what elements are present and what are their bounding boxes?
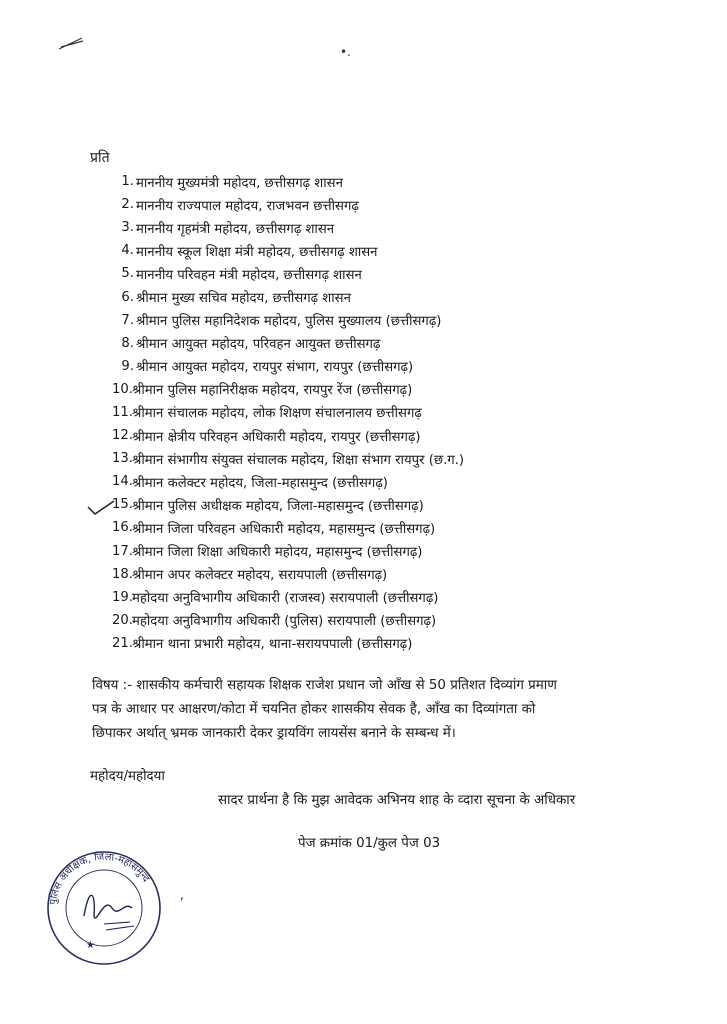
list-item (112, 563, 592, 586)
list-item-text: श्रीमान थाना प्रभारी महोदय, थाना-सरायपपाली (छत्तीसगढ़) (132, 637, 413, 653)
list-item-text: श्रीमान अपर कलेक्टर महोदय, सरायपाली (छत्तीसगढ़) (132, 568, 388, 584)
list-item-text: माननीय गृहमंत्री महोदय, छत्तीसगढ़ शासन (136, 221, 335, 237)
list-item (112, 401, 592, 424)
official-seal-stamp-icon (34, 846, 174, 966)
list-item-text: श्रीमान आयुक्त महोदय, रायपुर संभाग, रायपुर (छत्तीसगढ़) (136, 360, 414, 376)
list-item (112, 216, 592, 239)
list-item-number: 16. (112, 520, 133, 536)
list-item (112, 516, 592, 539)
addressee-heading: प्रति (90, 150, 110, 166)
list-item-text: श्रीमान जिला परिवहन अधिकारी महोदय, महासमुन्द (छत्तीसगढ़) (132, 521, 436, 537)
list-item-number: 6. (121, 289, 134, 305)
list-item-number: 1. (121, 174, 134, 190)
list-item (112, 309, 592, 332)
list-item-number: 2. (121, 197, 134, 213)
checkmark-icon (86, 495, 116, 517)
list-item-number: 18. (112, 566, 133, 582)
list-item-text: श्रीमान पुलिस महानिरीक्षक महोदय, रायपुर रेंज (छत्तीसगढ़) (132, 383, 413, 399)
list-item (112, 332, 592, 355)
list-item (112, 540, 592, 563)
svg-text:★: ★ (86, 940, 95, 951)
list-item-number: 17. (112, 543, 133, 559)
list-item (112, 424, 592, 447)
recipient-list (112, 170, 592, 655)
list-item-number: 9. (121, 358, 134, 374)
list-item (112, 609, 592, 632)
list-item (112, 262, 592, 285)
list-item-number: 19. (112, 589, 133, 605)
list-item-text: श्रीमान संभागीय संयुक्त संचालक महोदय, शिक्षा संभाग रायपुर (छ.ग.) (132, 452, 465, 468)
list-item (112, 170, 592, 193)
body-text: सादर प्रार्थना है कि मुझ आवेदक अभिनय शाह के व्दारा सूचना के अधिकार (218, 793, 576, 808)
subject-line: पत्र के आधार पर आक्षरण/कोटा में चयनित होकर शासकीय सेवक है, आँख का दिव्यांगता को (92, 702, 536, 717)
list-item-text: श्रीमान संचालक महोदय, लोक शिक्षण संचालनालय छत्तीसगढ़ (132, 406, 422, 422)
list-item-text: माननीय मुख्यमंत्री महोदय, छत्तीसगढ़ शासन (136, 175, 343, 191)
list-item (112, 378, 592, 401)
list-item (112, 239, 592, 262)
list-item (112, 447, 592, 470)
list-item-number: 7. (121, 312, 134, 328)
list-item-number: 8. (121, 335, 134, 351)
list-item-text: श्रीमान मुख्य सचिव महोदय, छत्तीसगढ़ शासन (136, 291, 351, 307)
stray-comma-mark: , (180, 888, 184, 902)
list-item-text: महोदया अनुविभागीय अधिकारी (राजस्व) सरायपाली (छत्तीसगढ़) (132, 591, 439, 607)
scribble-mark-icon (58, 36, 84, 50)
svg-text:पुलिस अधीक्षक, जिला-महासमुन्द: पुलिस अधीक्षक, जिला-महासमुन्द (48, 851, 152, 906)
list-item-number: 13. (112, 451, 133, 467)
list-item-number: 10. (112, 381, 133, 397)
list-item (112, 193, 592, 216)
subject-line: छिपाकर अर्थात् भ्रमक जानकारी देकर ड्रायविंग लायसेंस बनाने के सम्बन्ध में। (92, 726, 456, 741)
list-item-text: माननीय परिवहन मंत्री महोदय, छत्तीसगढ़ शासन (136, 267, 362, 283)
list-item-number: 3. (121, 220, 134, 236)
list-item-number: 15. (112, 497, 133, 513)
subject-paragraph (92, 674, 652, 746)
list-item (112, 493, 592, 516)
list-item-text: श्रीमान जिला शिक्षा अधिकारी महोदय, महासमुन्द (छत्तीसगढ़) (132, 545, 423, 561)
list-item-number: 5. (121, 266, 134, 282)
stray-dot-mark: •. (340, 45, 351, 59)
list-item-text: श्रीमान पुलिस अधीक्षक महोदय, जिला-महासमुन्द (छत्तीसगढ़) (132, 498, 424, 514)
list-item (112, 632, 592, 655)
list-item-text: माननीय स्कूल शिक्षा मंत्री महोदय, छत्तीसगढ़ शासन (136, 244, 378, 260)
list-item-number: 14. (112, 474, 133, 490)
list-item (112, 355, 592, 378)
subject-line: विषय :- शासकीय कर्मचारी सहायक शिक्षक राजेश प्रधान जो आँख से 50 प्रतिशत दिव्यांग प्रमाण (92, 678, 557, 693)
list-item-text: श्रीमान कलेक्टर महोदय, जिला-महासमुन्द (छत्तीसगढ़) (132, 475, 388, 491)
list-item-number: 12. (112, 428, 133, 444)
list-item-number: 21. (112, 635, 133, 651)
list-item-text: श्रीमान क्षेत्रीय परिवहन अधिकारी महोदय, रायपुर (छत्तीसगढ़) (132, 429, 421, 445)
list-item-number: 4. (121, 243, 134, 259)
list-item-number: 11. (112, 404, 133, 420)
list-item-text: श्रीमान आयुक्त महोदय, परिवहन आयुक्त छत्तीसगढ़ (136, 337, 381, 353)
list-item-number: 20. (112, 612, 133, 628)
page-number: पेज क्रमांक 01/कुल पेज 03 (298, 836, 441, 851)
list-item-text: माननीय राज्यपाल महोदय, राजभवन छत्तीसगढ़ (136, 198, 359, 214)
list-item (112, 285, 592, 308)
list-item (112, 586, 592, 609)
salutation: महोदय/महोदया (90, 769, 165, 784)
list-item (112, 470, 592, 493)
list-item-text: श्रीमान पुलिस महानिदेशक महोदय, पुलिस मुख्यालय (छत्तीसगढ़) (136, 314, 442, 330)
list-item-text: महोदया अनुविभागीय अधिकारी (पुलिस) सरायपाली (छत्तीसगढ़) (132, 614, 437, 630)
